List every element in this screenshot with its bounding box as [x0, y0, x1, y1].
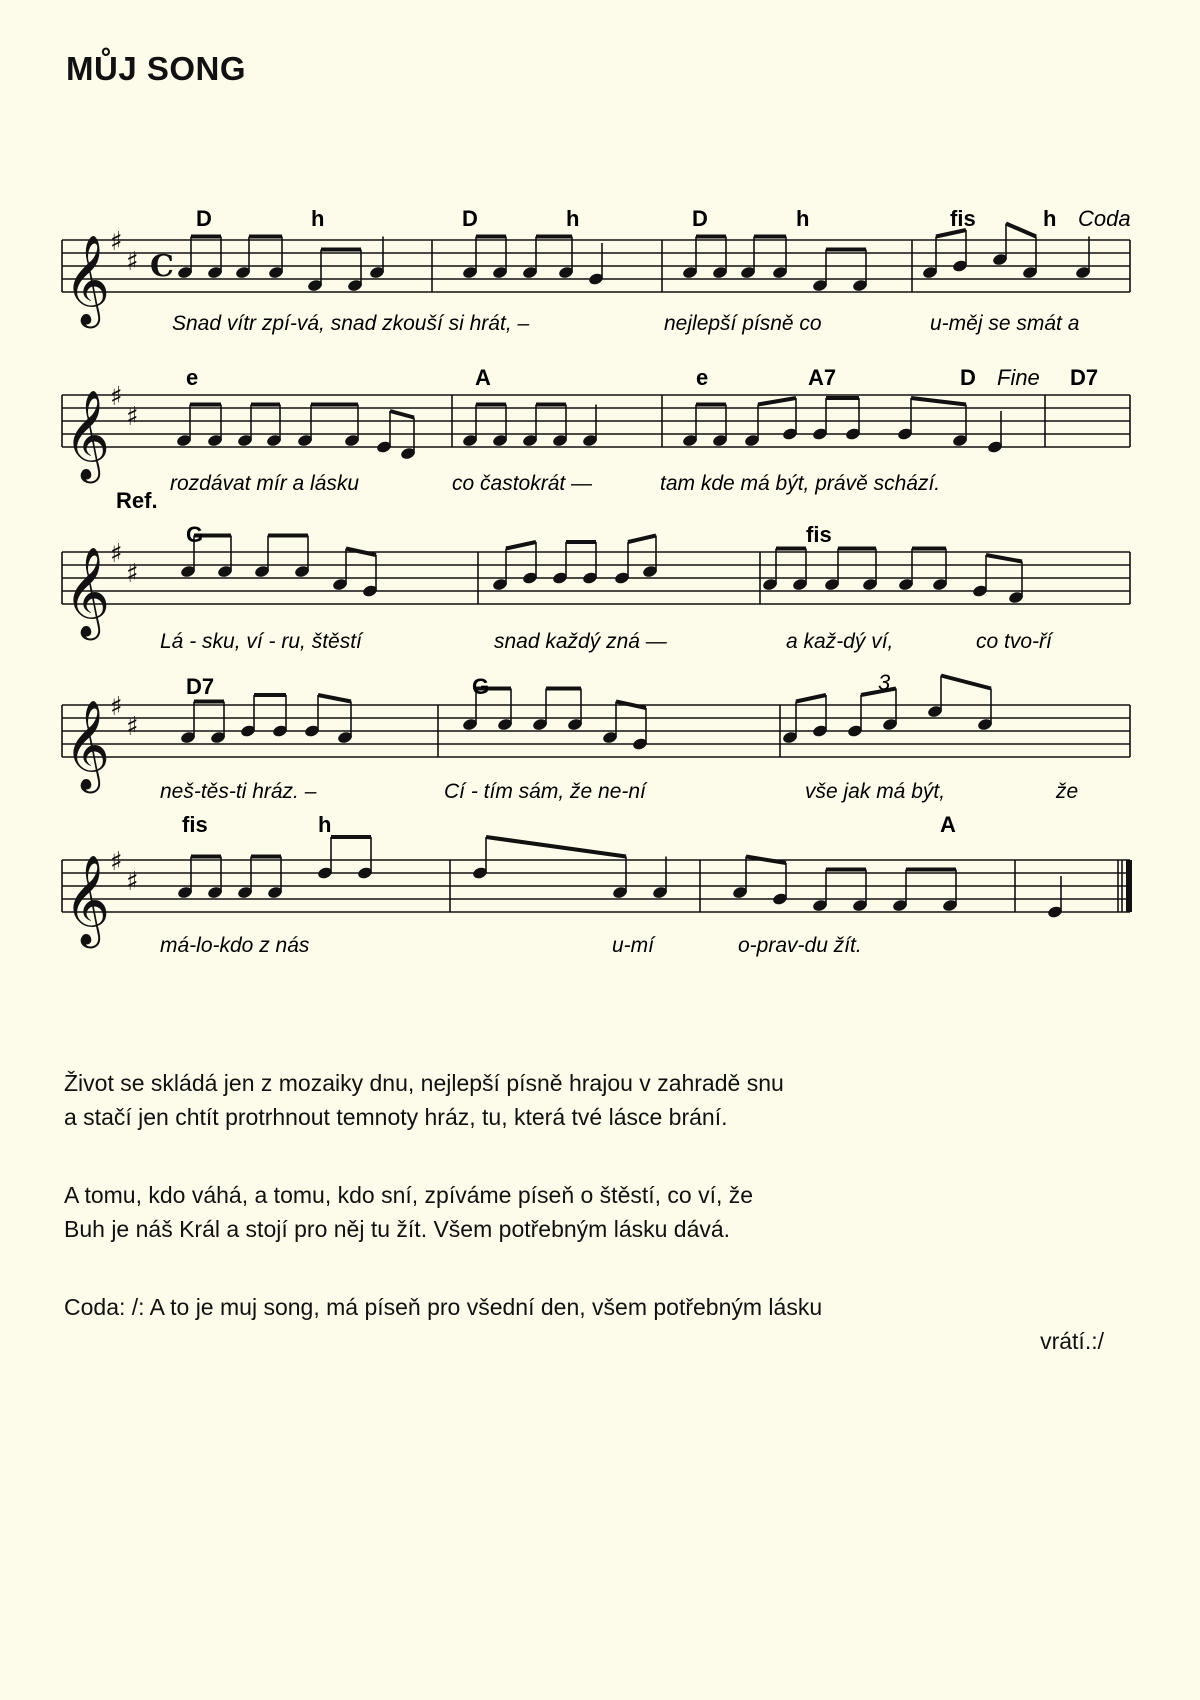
verse-2 — [64, 1178, 1144, 1246]
chord-symbol: fis — [950, 206, 976, 231]
chord-symbol: D7 — [186, 674, 215, 699]
page-title: MŮJ SONG — [66, 50, 247, 87]
note-beam — [941, 676, 991, 689]
chord-symbol: D — [462, 206, 478, 231]
lyric-line: má-lo-kdo z nás — [160, 934, 310, 957]
note-beam — [390, 411, 414, 418]
annotation: Fine — [997, 365, 1040, 390]
verse-line: Život se skládá jen z mozaiky dnu, nejlepší písně hrajou v zahradě snu — [64, 1070, 784, 1096]
chord-symbol: h — [318, 812, 332, 837]
chord-symbol: e — [696, 365, 709, 390]
lyric-line: u-měj se smát a — [930, 312, 1080, 335]
chord-symbol: e — [186, 365, 199, 390]
note-beam — [506, 542, 536, 549]
staff-3 — [62, 488, 1130, 653]
chord-symbol: G — [472, 674, 490, 699]
note-beam — [486, 837, 626, 857]
final-bar-line — [1126, 860, 1132, 912]
lyric-line: Snad vítr zpí-vá, snad zkouší si hrát, – — [172, 312, 530, 335]
chord-symbol: h — [1043, 206, 1057, 231]
lyric-line: Cí - tím sám, že ne-ní — [444, 780, 646, 803]
treble-clef-icon: 𝄞 — [64, 547, 111, 637]
verse-line: a stačí jen chtít protrhnout temnoty hráz, tu, která tvé lásce brání. — [64, 1104, 728, 1130]
lyric-line: a kaž-dý ví, — [786, 630, 894, 653]
chord-symbol: A — [940, 812, 956, 837]
lyric-line: co tvo-ří — [976, 630, 1052, 653]
staff-4 — [62, 670, 1130, 803]
sharp-icon: ♯ — [126, 712, 139, 742]
annotation: 3 — [878, 670, 891, 695]
annotation: Coda — [1078, 206, 1131, 231]
verses — [64, 1066, 1144, 1358]
treble-clef-icon: 𝄞 — [64, 700, 111, 790]
sharp-icon: ♯ — [110, 539, 123, 569]
verse-line: Coda: /: A to je muj song, má píseň pro všední den, všem potřebným lásku — [64, 1294, 823, 1320]
staff-1 — [62, 206, 1131, 335]
note-beam — [1006, 224, 1036, 237]
lyric-line: Lá - sku, ví - ru, štěstí — [160, 630, 362, 653]
chord-symbol: A7 — [808, 365, 837, 390]
lyric-line: co častokrát — — [452, 472, 593, 495]
chord-symbol: fis — [806, 522, 832, 547]
lyric-line: že — [1056, 780, 1079, 803]
note-beam — [911, 398, 966, 405]
chord-symbol: D — [692, 206, 708, 231]
time-signature-icon: C — [150, 249, 174, 284]
note-beam — [758, 398, 796, 405]
sharp-icon: ♯ — [110, 692, 123, 722]
staff-2 — [62, 365, 1130, 495]
treble-clef-icon: 𝄞 — [64, 855, 111, 945]
verse-line: A tomu, kdo váhá, a tomu, kdo sní, zpíváme píseň o štěstí, co ví, že — [64, 1182, 754, 1208]
note-beam — [318, 695, 351, 702]
chord-symbol: h — [796, 206, 810, 231]
refrain-label: Ref. — [116, 488, 158, 513]
chord-symbol: h — [311, 206, 325, 231]
verse-line: vrátí.:/ — [1040, 1328, 1104, 1354]
lyric-line: neš-těs-ti hráz. – — [160, 780, 317, 803]
note-beam — [628, 536, 656, 543]
sharp-icon: ♯ — [110, 382, 123, 412]
lyric-line: vše jak má být, — [805, 780, 946, 803]
chord-symbol: A — [475, 365, 491, 390]
lyric-line: u-mí — [612, 934, 654, 957]
chord-symbol: G — [186, 522, 204, 547]
note-beam — [796, 695, 826, 702]
sharp-icon: ♯ — [110, 227, 123, 257]
sharp-icon: ♯ — [126, 247, 139, 277]
sharp-icon: ♯ — [126, 559, 139, 589]
chord-symbol: fis — [182, 812, 208, 837]
lyric-line: rozdávat mír a lásku — [170, 472, 360, 495]
chord-symbol: h — [566, 206, 580, 231]
verse-line: Buh je náš Král a stojí pro něj tu žít. Všem potřebným lásku dává. — [64, 1216, 731, 1242]
lyric-line: nejlepší písně co — [664, 312, 822, 335]
chord-symbol: D — [196, 206, 212, 231]
verse-1 — [64, 1066, 1144, 1134]
sharp-icon: ♯ — [126, 867, 139, 897]
lyric-line: o-prav-du žít. — [738, 934, 862, 957]
chord-symbol: D — [960, 365, 976, 390]
lyric-line: snad každý zná — — [494, 630, 667, 653]
chord-symbol: D7 — [1070, 365, 1099, 390]
lyric-line: tam kde má být, právě schází. — [660, 472, 941, 495]
note-beam — [986, 555, 1022, 562]
coda-text — [64, 1290, 1144, 1358]
sharp-icon: ♯ — [126, 402, 139, 432]
staff-5 — [62, 812, 1132, 957]
sharp-icon: ♯ — [110, 847, 123, 877]
treble-clef-icon: 𝄞 — [64, 235, 111, 325]
treble-clef-icon: 𝄞 — [64, 390, 111, 480]
